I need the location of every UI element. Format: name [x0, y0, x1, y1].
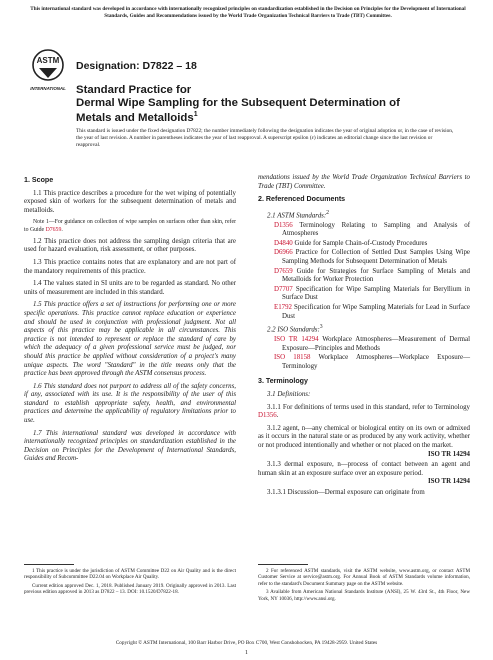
- section-heading-scope: 1. Scope: [24, 176, 54, 184]
- iso-reference-title: Workplace Atmospheres—Workplace Exposure—Terminology: [282, 354, 470, 370]
- note-1: Note 1—For guidance on collection of wipe samples on surfaces other than skin, refer to Guide D7659.: [24, 219, 236, 233]
- astm-reference-code-link[interactable]: D1356: [274, 221, 293, 229]
- intro-note: This standard is issued under the fixed designation D7822; the number immediately following the designation indicates the year of original adoption or, in the case of revision, the year of last revision. A number in parentheses indicates the year of last reapproval. A superscript epsilon (ε) indicates an editorial change since the last revision or reapproval.: [76, 128, 454, 148]
- iso-standards-label: 2.2 ISO Standards:$^3$: [267, 324, 323, 334]
- astm-reference-code-link[interactable]: E1792: [274, 304, 292, 312]
- section-heading-terminology: 3. Terminology: [258, 377, 308, 386]
- title-line-3: Metals and Metalloids$^1$: [76, 111, 198, 124]
- astm-reference-item: [266, 240, 470, 249]
- left-column: [24, 172, 236, 468]
- top-notice: This international standard was developed in accordance with internationally recognized principles on standardization established in the Decision on Principles for the Development of International Standards, Guides and Recommendations issued by the World Trade Organization Technical Barriers to Trade (TBT) Committee.: [30, 6, 466, 19]
- para-3-1-3: 3.1.3 dermal exposure, n—process of contact between an agent and human skin at an exposure surface over an exposure period.: [258, 461, 470, 477]
- astm-reference-code-link[interactable]: D6966: [274, 249, 293, 257]
- designation: Designation: D7822 – 18: [76, 60, 197, 72]
- page-number: 1: [245, 650, 248, 656]
- footnote-3: 3 Available from American National Standards Institute (ANSI), 25 W. 43rd St., 4th Floor, New York, NY 10036, http://www.ansi.org.: [258, 589, 470, 602]
- para-3-1-2: 3.1.2 agent, n—any chemical or biological entity on its own or admixed as it occurs in the natural state or as produced by any work activity, whether or not produced intentionally and whether or not placed on the market.: [258, 424, 470, 450]
- astm-reference-list: [258, 222, 470, 322]
- ref-link-d7659[interactable]: D7659: [45, 226, 62, 233]
- footnote-2: 2 For referenced ASTM standards, visit the ASTM website, www.astm.org, or contact ASTM Customer Service at service@astm.org. For Annual Book of ASTM Standards volume information, refer to the standard's Document Summary page on the ASTM website.: [258, 568, 470, 587]
- iso-reference-code-link[interactable]: ISO TR 14294: [274, 336, 319, 344]
- para-3-1-1: 3.1.1 For definitions of terms used in this standard, refer to Terminology D1356.: [258, 403, 470, 420]
- astm-reference-item: [266, 268, 470, 285]
- astm-reference-title: Guide for Sample Chain-of-Custody Procedures: [292, 239, 428, 247]
- iso-reference-title: Workplace Atmospheres—Measurement of Dermal Exposure—Principles and Methods: [282, 336, 470, 352]
- iso-reference-code-link[interactable]: ISO 18158: [274, 354, 311, 362]
- iso-reference-list: [258, 336, 470, 371]
- astm-reference-code-link[interactable]: D7707: [274, 285, 293, 293]
- astm-reference-item: [266, 222, 470, 239]
- para-1-1: 1.1 This practice describes a procedure for the wet wiping of potentially exposed skin of workers for the subsequent determination of metals and metalloids.: [24, 189, 236, 214]
- astm-logo: [30, 48, 66, 94]
- footnote-1-edition: Current edition approved Dec. 1, 2018. Published January 2019. Originally approved in 2013. Last previous edition approved in 2013 as D7822 – 13. DOI: 10.1520/D7822-18.: [24, 582, 236, 596]
- footnotes-right: [258, 568, 470, 604]
- document-title: [76, 84, 456, 125]
- para-1-6: 1.6 This standard does not purport to address all of the safety concerns, if any, associated with its use. It is the responsibility of the user of this standard to establish appropriate safety, health, and environmental practices and determine the applicability of regulatory limitations prior to use.: [24, 382, 236, 425]
- footnotes-left: [24, 568, 236, 598]
- para-1-4: 1.4 The values stated in SI units are to be regarded as standard. No other units of measurement are included in this standard.: [24, 280, 236, 296]
- title-line-1: Standard Practice for: [76, 84, 192, 96]
- iso-tag-3-1-3: ISO TR 14294: [428, 478, 470, 486]
- astm-reference-item: [266, 249, 470, 266]
- astm-reference-item: [266, 286, 470, 303]
- footnote-1: 1 This practice is under the jurisdiction of ASTM Committee D22 on Air Quality and is the direct responsibility of Subcommittee D22.04 on Workplace Air Quality.: [24, 568, 236, 581]
- iso-reference-item: [266, 354, 470, 371]
- para-1-7: 1.7 This international standard was developed in accordance with internationally recognized principles on standardization established in the Decision on Principles for the Development of International Standards, Guides and Recom-: [24, 429, 236, 463]
- para-1-5: 1.5 This practice offers a set of instructions for performing one or more specific operations. This practice cannot replace education or experience and should be used in conjunction with professional judgment. Not all aspects of this practice may be applicable in all circumstances. This practice is not intended to represent or replace the standard of care by which the adequacy of a given professional service must be judged, nor should this practice be applied without consideration of a project's many unique aspects. The word "Standard" in the title means only that the practice has been approved through the ASTM consensus process.: [24, 301, 236, 378]
- title-line-2: Dermal Wipe Sampling for the Subsequent Determination of: [76, 96, 400, 109]
- footnote-rule-right: [258, 564, 308, 565]
- astm-reference-title: Practice for Collection of Settled Dust Samples Using Wipe Sampling Methods for Subsequent Determination of Metals: [282, 249, 470, 266]
- ref-link-d1356[interactable]: D1356: [258, 412, 277, 420]
- copyright-line: Copyright © ASTM International, 100 Barr Harbor Drive, PO Box C700, West Conshohocken, PA 19428-2959. United States: [115, 640, 378, 646]
- astm-reference-code-link[interactable]: D7659: [274, 267, 293, 275]
- para-1-7-continued: mendations issued by the World Trade Organization Technical Barriers to Trade (TBT) Committee.: [258, 174, 470, 190]
- svg-text:INTERNATIONAL: INTERNATIONAL: [30, 86, 66, 91]
- astm-reference-title: Specification for Wipe Sampling Materials for Lead in Surface Dust: [282, 304, 470, 320]
- iso-reference-item: [266, 336, 470, 353]
- astm-reference-title: Terminology Relating to Sampling and Analysis of Atmospheres: [282, 221, 470, 238]
- section-heading-referenced-documents: 2. Referenced Documents: [258, 195, 346, 204]
- title-footnote-mark: 1: [193, 111, 198, 119]
- para-1-3: 1.3 This practice contains notes that are explanatory and are not part of the mandatory requirements of this practice.: [24, 258, 236, 275]
- astm-reference-item: [266, 304, 470, 321]
- astm-reference-title: Specification for Wipe Sampling Materials for Beryllium in Surface Dust: [282, 285, 470, 302]
- iso-tag-3-1-2: ISO TR 14294: [428, 450, 470, 458]
- footnote-rule-left: [24, 564, 74, 565]
- svg-text:ASTM: ASTM: [36, 56, 60, 65]
- para-3-1-3-1: 3.1.3.1 Discussion—Dermal exposure can originate from: [267, 489, 425, 496]
- astm-reference-title: Guide for Strategies for Surface Sampling of Metals and Metalloids for Worker Protection: [282, 267, 470, 284]
- astm-reference-code-link[interactable]: D4840: [274, 239, 293, 247]
- para-1-2: 1.2 This practice does not address the sampling design criteria that are used for hazard evaluation, risk assessment, or other purposes.: [24, 237, 236, 254]
- right-column: [258, 172, 470, 502]
- astm-standards-label: 2.1 ASTM Standards:$^2$: [267, 209, 330, 220]
- para-3-1: 3.1 Definitions:: [267, 391, 311, 399]
